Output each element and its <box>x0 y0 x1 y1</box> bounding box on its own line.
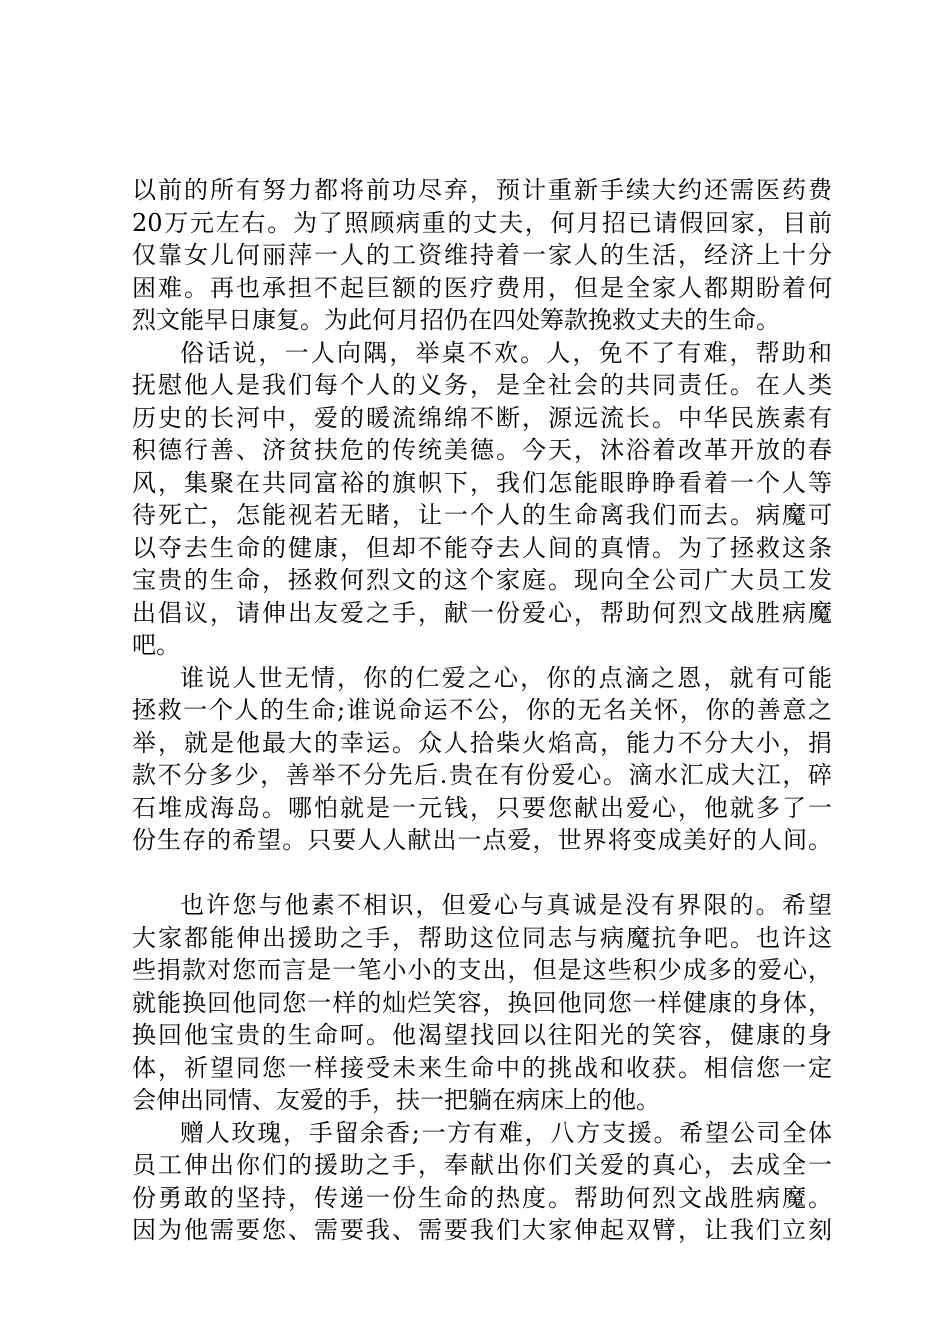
text-line: 吧。 <box>132 631 180 659</box>
paragraph-3 <box>132 662 832 857</box>
text-line: 赠人玫瑰，手留余香;一方有难，八方支援。希望公司全体 <box>180 1118 832 1147</box>
text-line: 就能换回他同您一样的灿烂笑容，换回他同您一样健康的身体， <box>132 988 832 1017</box>
text-line: 换回他宝贵的生命呵。他渴望找回以往阳光的笑容，健康的身 <box>132 1021 832 1049</box>
text-line: 些捐款对您而言是一笔小小的支出，但是这些积少成多的爱心， <box>132 956 832 984</box>
text-line: 风，集聚在共同富裕的旗帜下，我们怎能眼睁睁看着一个人等 <box>132 468 832 497</box>
text-line: 抚慰他人是我们每个人的义务，是全社会的共同责任。在人类 <box>132 371 832 399</box>
text-line: 仅靠女儿何丽萍一人的工资维持着一家人的生活，经济上十分 <box>132 241 832 269</box>
text-line: 因为他需要您、需要我、需要我们大家伸起双臂，让我们立刻 <box>132 1216 832 1244</box>
paragraph-1 <box>132 174 832 337</box>
text-line: 谁说人世无情，你的仁爱之心，你的点滴之恩，就有可能 <box>180 663 832 692</box>
text-line: 款不分多少，善举不分先后.贵在有份爱心。滴水汇成大江，碎 <box>132 761 832 789</box>
text-line: 20万元左右。为了照顾病重的丈夫，何月招已请假回家，目前 <box>132 208 832 237</box>
text-line: 以前的所有努力都将前功尽弃，预计重新手续大约还需医药费 <box>132 176 832 204</box>
text-line: 也许您与他素不相识，但爱心与真诚是没有界限的。希望 <box>180 891 832 919</box>
paragraph-2 <box>132 337 832 662</box>
text-line: 体，祈望同您一样接受未来生命中的挑战和收获。相信您一定 <box>132 1053 832 1082</box>
paragraph-gap <box>132 857 832 890</box>
text-line: 出倡议，请伸出友爱之手，献一份爱心，帮助何烈文战胜病魔 <box>132 598 832 627</box>
text-line: 宝贵的生命，拯救何烈文的这个家庭。现向全公司广大员工发 <box>132 566 832 594</box>
document-body <box>132 174 832 1247</box>
text-line: 烈文能早日康复。为此何月招仍在四处筹款挽救丈夫的生命。 <box>132 306 780 334</box>
text-line: 会伸出同情、友爱的手，扶一把躺在病床上的他。 <box>132 1086 660 1114</box>
text-line: 份勇敢的坚持，传递一份生命的热度。帮助何烈文战胜病魔。 <box>132 1183 832 1212</box>
text-line: 拯救一个人的生命;谁说命运不公，你的无名关怀，你的善意之 <box>132 696 832 724</box>
text-line: 历史的长河中，爱的暖流绵绵不断，源远流长。中华民族素有 <box>132 403 832 432</box>
paragraph-5 <box>132 1117 832 1247</box>
text-line: 困难。再也承担不起巨额的医疗费用，但是全家人都期盼着何 <box>132 273 832 302</box>
text-line: 份生存的希望。只要人人献出一点爱，世界将变成美好的人间。 <box>132 826 832 854</box>
paragraph-4 <box>132 889 832 1117</box>
text-line: 员工伸出你们的援助之手，奉献出你们关爱的真心，去成全一 <box>132 1151 832 1179</box>
text-line: 积德行善、济贫扶危的传统美德。今天，沐浴着改革开放的春 <box>132 436 832 464</box>
text-line: 石堆成海岛。哪怕就是一元钱，只要您献出爱心，他就多了一 <box>132 793 832 822</box>
text-line: 以夺去生命的健康，但却不能夺去人间的真情。为了拯救这条 <box>132 533 832 562</box>
text-line: 俗话说，一人向隅，举桌不欢。人，免不了有难，帮助和 <box>180 338 832 367</box>
text-line: 待死亡，怎能视若无睹，让一个人的生命离我们而去。病魔可 <box>132 501 832 529</box>
text-line: 举，就是他最大的幸运。众人拾柴火焰高，能力不分大小，捐 <box>132 728 832 757</box>
text-line: 大家都能伸出援助之手，帮助这位同志与病魔抗争吧。也许这 <box>132 923 832 952</box>
